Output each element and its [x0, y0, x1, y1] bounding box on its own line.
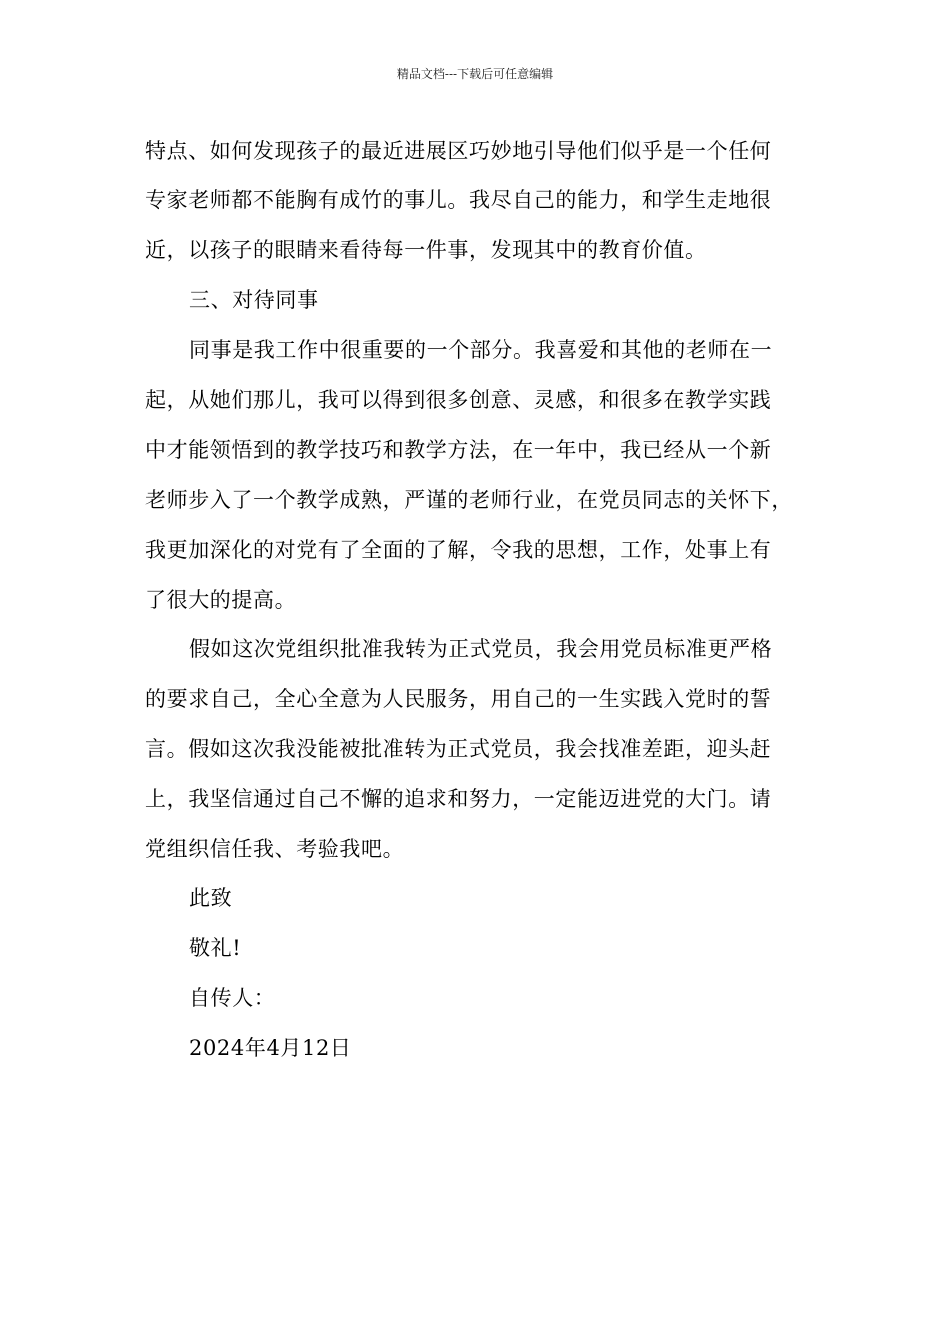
closing-salutation: 此致 [189, 886, 233, 910]
body-line: 党组织信任我、考验我吧。 [145, 837, 405, 861]
page-header: 精品文档---下载后可任意编辑 [396, 67, 554, 81]
body-line: 同事是我工作中很重要的一个部分。我喜爱和其他的老师在一 [189, 338, 773, 362]
body-line: 我更加深化的对党有了全面的了解，令我的思想，工作，处事上有 [145, 538, 772, 562]
body-line: 上，我坚信通过自己不懈的追求和努力，一定能迈进党的大门。请 [145, 787, 772, 811]
body-line: 专家老师都不能胸有成竹的事儿。我尽自己的能力，和学生走地很 [145, 188, 772, 212]
signature-label: 自传人： [189, 986, 276, 1010]
body-line: 的要求自己，全心全意为人民服务，用自己的一生实践入党时的誓 [145, 687, 772, 711]
body-line: 特点、如何发现孩子的最近进展区巧妙地引导他们似乎是一个任何 [145, 139, 772, 163]
body-line: 起，从她们那儿，我可以得到很多创意、灵感，和很多在教学实践 [145, 388, 772, 412]
body-line: 了很大的提高。 [145, 588, 297, 612]
body-line: 近，以孩子的眼睛来看待每一件事，发现其中的教育价值。 [145, 238, 707, 262]
section-heading: 三、对待同事 [189, 288, 319, 312]
body-line: 言。假如这次我没能被批准转为正式党员，我会找准差距，迎头赶 [145, 737, 772, 761]
signature-date: 2024年4月12日 [189, 1036, 352, 1060]
body-line: 中才能领悟到的教学技巧和教学方法，在一年中，我已经从一个新 [145, 438, 772, 462]
body-line: 老师步入了一个教学成熟，严谨的老师行业，在党员同志的关怀下， [145, 488, 793, 512]
body-line: 假如这次党组织批准我转为正式党员，我会用党员标准更严格 [189, 637, 773, 661]
closing-regards: 敬礼! [189, 936, 242, 960]
